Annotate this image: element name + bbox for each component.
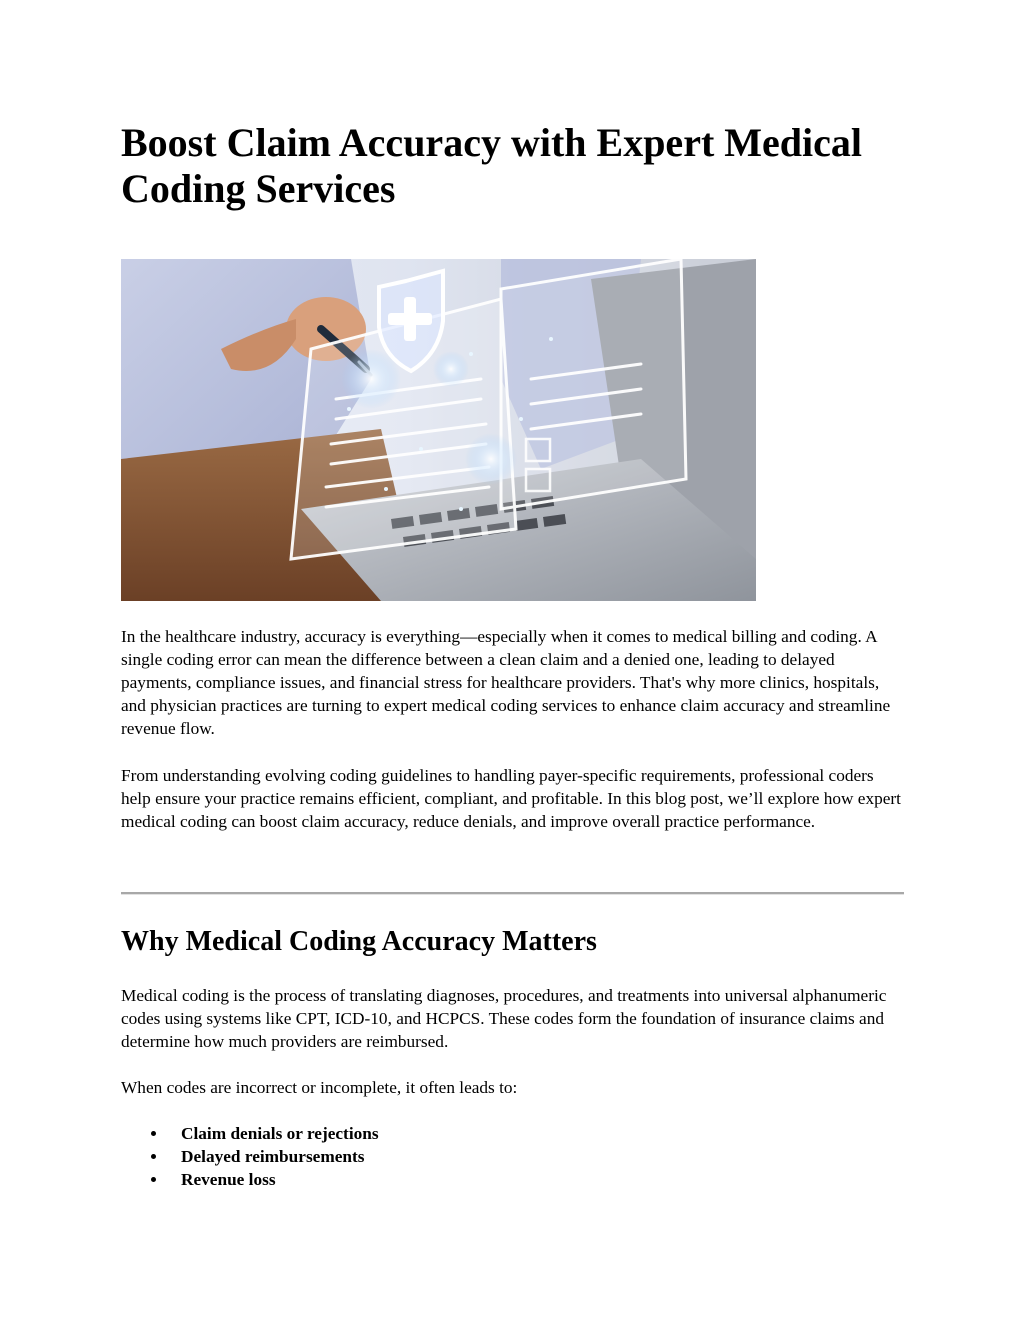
list-item bbox=[121, 1122, 379, 1145]
consequences-list bbox=[121, 1122, 379, 1191]
list-item-text: Delayed reimbursements bbox=[181, 1147, 365, 1166]
list-item-text: Revenue loss bbox=[181, 1170, 276, 1189]
list-item bbox=[121, 1145, 379, 1168]
section-divider bbox=[121, 892, 904, 895]
article-title: Boost Claim Accuracy with Expert Medical Coding Services bbox=[121, 120, 862, 211]
bullet-icon bbox=[151, 1177, 156, 1182]
hero-image bbox=[121, 259, 756, 601]
list-item-text: Claim denials or rejections bbox=[181, 1124, 379, 1143]
section-paragraph-2: When codes are incorrect or incomplete, it often leads to: bbox=[121, 1078, 518, 1097]
list-item bbox=[121, 1168, 379, 1191]
bullet-icon bbox=[151, 1154, 156, 1159]
section-heading: Why Medical Coding Accuracy Matters bbox=[121, 926, 597, 957]
intro-paragraph-1: In the healthcare industry, accuracy is everything—especially when it comes to medical billing and coding. A single coding error can mean the difference between a clean claim and a denied one, leading to delayed payments, compliance issues, and financial stress for healthcare providers. That's why more clinics, hospitals, and physician practices are turning to expert medical coding services to enhance claim accuracy and streamline revenue flow. bbox=[121, 627, 891, 738]
bullet-icon bbox=[151, 1131, 156, 1136]
section-paragraph-1: Medical coding is the process of translating diagnoses, procedures, and treatments into universal alphanumeric codes using systems like CPT, ICD-10, and HCPCS. These codes form the foundation of insurance claims and determine how much providers are reimbursed. bbox=[121, 986, 887, 1051]
intro-paragraph-2: From understanding evolving coding guidelines to handling payer-specific requirements, professional coders help ensure your practice remains efficient, compliant, and profitable. In this blog post, we’ll explore how expert medical coding can boost claim accuracy, reduce denials, and improve overall practice performance. bbox=[121, 766, 901, 831]
